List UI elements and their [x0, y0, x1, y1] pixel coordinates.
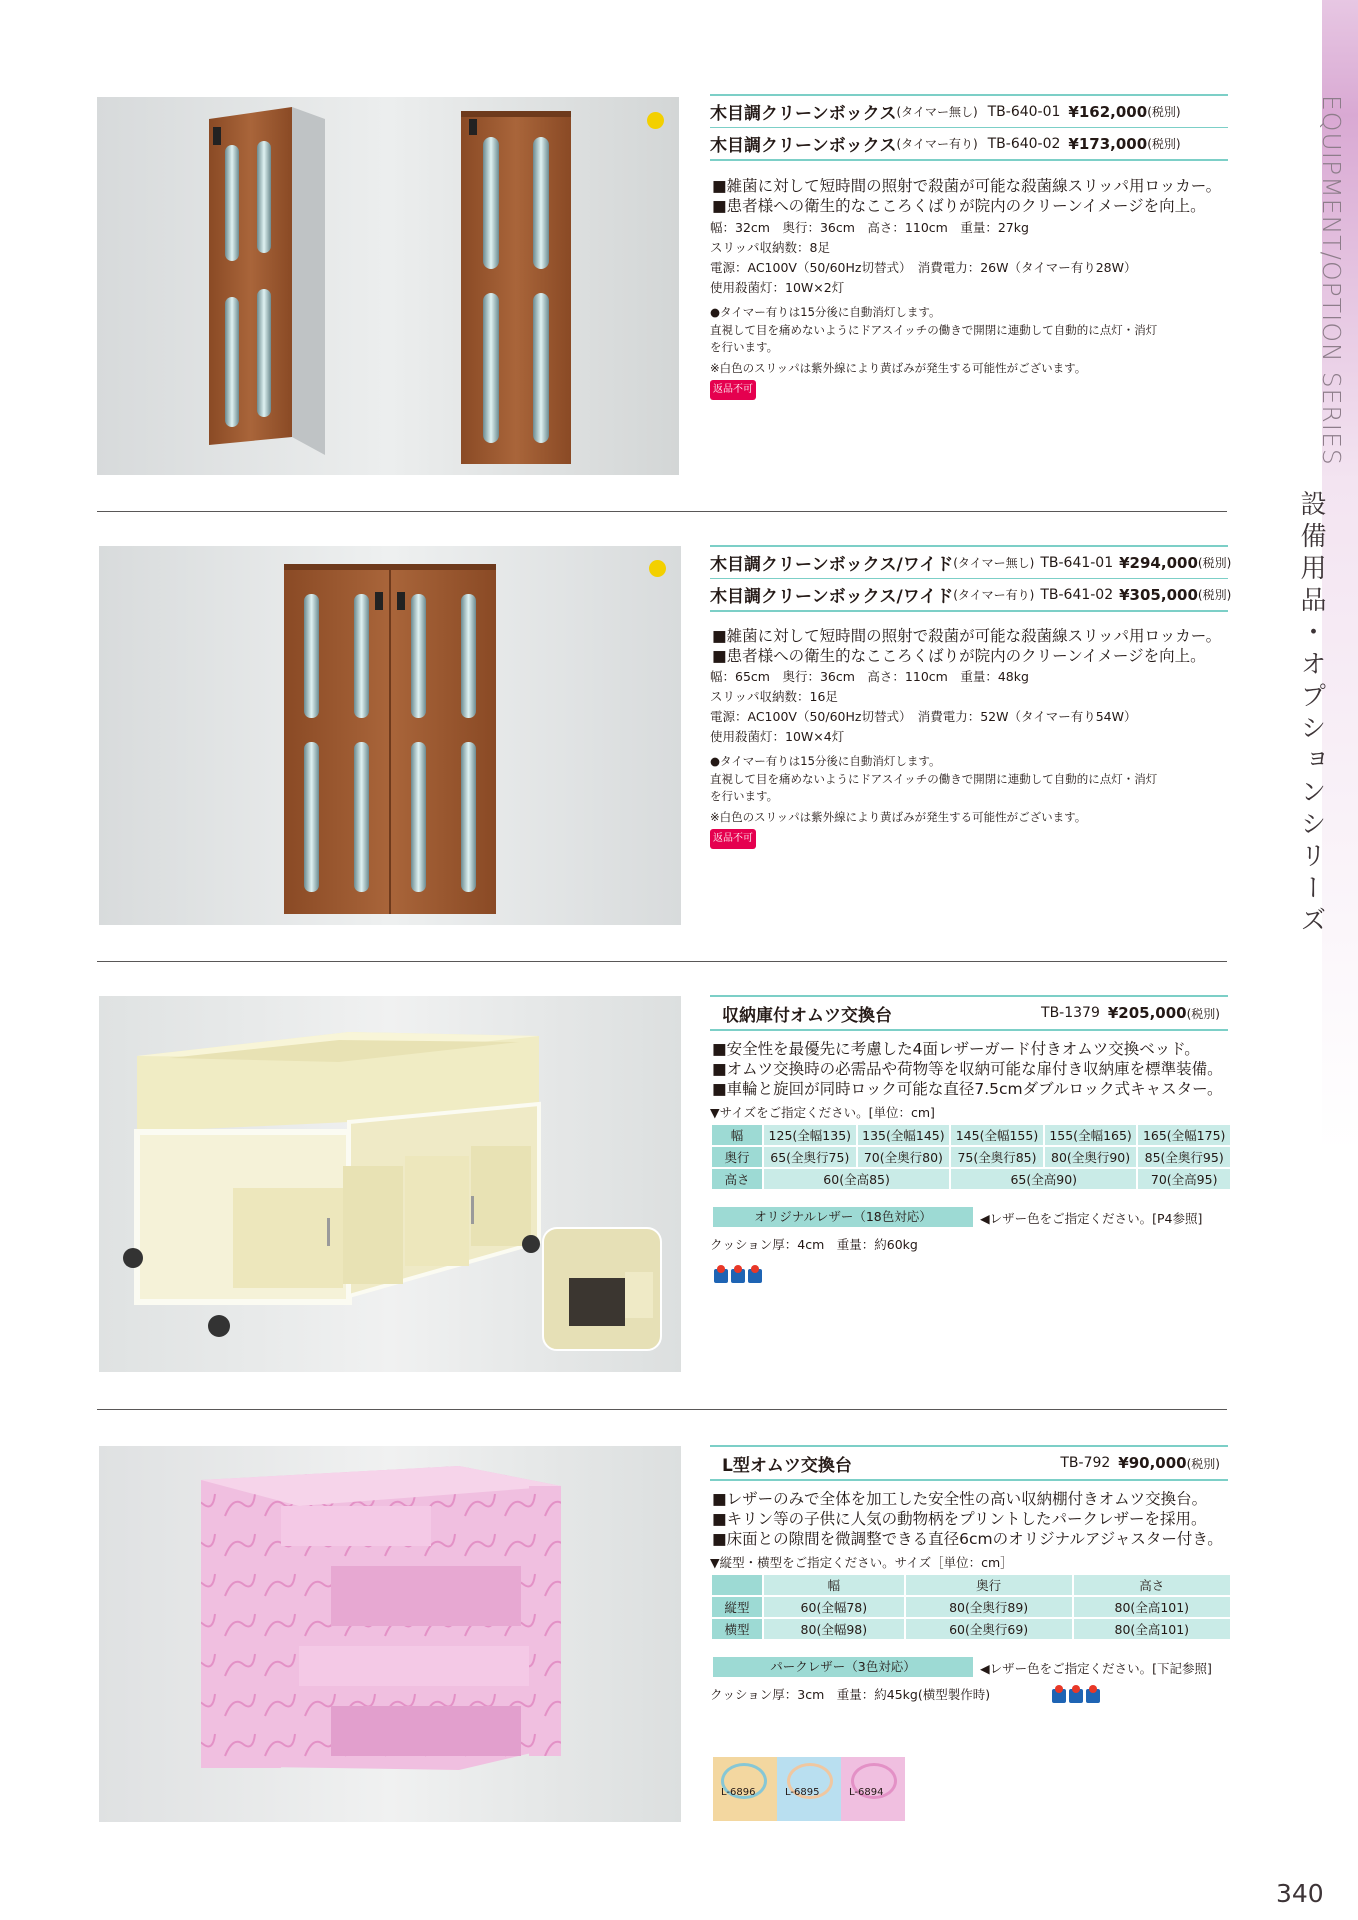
page-number: 340	[1276, 1879, 1324, 1908]
size-table	[710, 1123, 1232, 1191]
l-type-diaper-table-photo	[99, 1446, 681, 1822]
product-code: TB-641-02	[1040, 586, 1114, 603]
note-item: 直視して目を痛めないようにドアスイッチの働きで開閉に連動して自動的に点灯・消灯	[710, 322, 1158, 337]
product-variant: (タイマー無し)	[953, 556, 1035, 570]
note-item: ※白色のスリッパは紫外線により黄ばみが発生する可能性がございます。	[710, 360, 1087, 375]
table-corner	[712, 1575, 762, 1595]
row-header: 縦型	[712, 1597, 762, 1617]
table-cell: 60(全幅78)	[764, 1597, 904, 1617]
product-code: TB-641-01	[1040, 554, 1114, 571]
cushion-weight: クッション厚：4cm 重量：約60kg	[710, 1237, 918, 1252]
swatch-l-6896	[713, 1757, 777, 1821]
spec-item: 電源：AC100V（50/60Hz切替式） 消費電力：52W（タイマー有り54W）	[710, 709, 1137, 724]
table-row	[712, 1169, 1230, 1189]
spec-item: スリッパ収納数：16足	[710, 689, 838, 704]
no-return-badge: 返品不可	[710, 380, 756, 400]
product-name: 収納庫付オムツ交換台	[722, 1005, 892, 1026]
tax-label: (税別)	[1197, 556, 1232, 570]
column-header: 幅	[764, 1575, 904, 1595]
product-code: TB-640-02	[987, 135, 1061, 152]
feature-list	[712, 176, 1242, 216]
product-code: TB-792	[1060, 1455, 1111, 1471]
feature-item: ■安全性を最優先に考慮した4面レザーガード付きオムツ交換ベッド。	[712, 1040, 1200, 1058]
section-divider	[97, 1409, 1227, 1410]
column-header: 奥行	[906, 1575, 1072, 1595]
size-table	[710, 1573, 1232, 1641]
tax-label: (税別)	[1147, 137, 1181, 151]
caster-icon	[748, 1269, 762, 1283]
table-cell: 80(全高101)	[1074, 1619, 1230, 1639]
caster-icons	[714, 1268, 765, 1287]
series-title-en: EQUIPMENT/OPTION SERIES	[1317, 95, 1346, 466]
product-title-bar	[710, 995, 1228, 1031]
table-cell: 165(全幅175)	[1138, 1125, 1230, 1145]
product-title-line	[710, 1447, 1228, 1479]
row-header: 高さ	[712, 1169, 762, 1189]
section-divider	[97, 961, 1227, 962]
tax-label: (税別)	[1147, 105, 1181, 119]
spec-item: 使用殺菌灯：10W×2灯	[710, 280, 845, 295]
product-code: TB-1379	[1041, 1005, 1100, 1021]
table-cell: 60(全高85)	[764, 1169, 949, 1189]
note-list	[710, 304, 1240, 400]
feature-item: ■車輪と旋回が同時ロック可能な直径7.5cmダブルロック式キャスター。	[712, 1080, 1223, 1098]
clean-box-wide-photo	[99, 546, 681, 925]
product-title-line	[710, 127, 1228, 159]
product-variant: (タイマー有り)	[896, 137, 978, 151]
tax-label: (税別)	[1186, 1006, 1220, 1021]
leather-note: ◀レザー色をご指定ください。[P4参照]	[980, 1211, 1203, 1226]
product-name: 木目調クリーンボックス/ワイド	[710, 555, 954, 575]
product-code: TB-640-01	[987, 103, 1061, 120]
leather-label: パークレザー（3色対応）	[713, 1657, 973, 1677]
table-row	[712, 1575, 1230, 1595]
tax-label: (税別)	[1186, 1456, 1220, 1471]
product-price: ¥90,000	[1118, 1454, 1187, 1472]
leather-note: ◀レザー色をご指定ください。[下記参照]	[980, 1661, 1212, 1676]
table-row	[712, 1125, 1230, 1145]
series-title-jp: 設備用品・オプションシリーズ	[1296, 490, 1326, 938]
table-cell: 80(全高101)	[1074, 1597, 1230, 1617]
row-header: 幅	[712, 1125, 762, 1145]
spec-item: 使用殺菌灯：10W×4灯	[710, 729, 845, 744]
size-note: ▼サイズをご指定ください。[単位：cm]	[710, 1105, 935, 1120]
product-price: ¥162,000	[1068, 102, 1148, 121]
table-cell: 70(全高95)	[1138, 1169, 1230, 1189]
product-name: 木目調クリーンボックス	[710, 136, 897, 156]
table-cell: 75(全奥行85)	[951, 1147, 1043, 1167]
yellow-marker-icon	[649, 560, 666, 577]
spec-list	[710, 667, 1240, 747]
swatch-label: L-6894	[849, 1787, 884, 1798]
table-cell: 65(全高90)	[951, 1169, 1136, 1189]
swatch-label: L-6895	[785, 1787, 820, 1798]
product-title-line	[710, 997, 1228, 1029]
feature-list	[712, 626, 1242, 666]
clean-box-photo	[97, 97, 679, 475]
cushion-weight: クッション厚：3cm 重量：約45kg(横型製作時)	[710, 1687, 991, 1702]
feature-item: ■床面との隙間を微調整できる直径6cmのオリジナルアジャスター付き。	[712, 1530, 1223, 1548]
note-item: を行います。	[710, 340, 779, 354]
table-cell: 70(全奥行80)	[858, 1147, 950, 1167]
table-cell: 135(全幅145)	[858, 1125, 950, 1145]
feature-item: ■患者様への衛生的なこころくばりが院内のクリーンイメージを向上。	[712, 197, 1206, 215]
product-name: 木目調クリーンボックス/ワイド	[710, 587, 954, 607]
product-title-line	[710, 578, 1232, 610]
feature-item: ■雑菌に対して短時間の照射で殺菌が可能な殺菌線スリッパ用ロッカー。	[712, 177, 1222, 195]
note-item: ※白色のスリッパは紫外線により黄ばみが発生する可能性がございます。	[710, 809, 1087, 824]
row-header: 横型	[712, 1619, 762, 1639]
product-title-line	[710, 96, 1228, 127]
spec-item: 幅：32cm 奥行：36cm 高さ：110cm 重量：27kg	[710, 220, 1029, 235]
feature-item: ■レザーのみで全体を加工した安全性の高い収納棚付きオムツ交換台。	[712, 1490, 1208, 1508]
feature-item: ■キリン等の子供に人気の動物柄をプリントしたパークレザーを採用。	[712, 1510, 1207, 1528]
product-price: ¥173,000	[1068, 134, 1148, 153]
note-item: を行います。	[710, 789, 779, 803]
row-header: 奥行	[712, 1147, 762, 1167]
size-note: ▼縦型・横型をご指定ください。サイズ［単位：cm］	[710, 1555, 1013, 1570]
yellow-marker-icon	[647, 112, 664, 129]
caster-icon	[731, 1269, 745, 1283]
table-row	[712, 1619, 1230, 1639]
feature-list	[712, 1039, 1242, 1099]
leather-swatches	[713, 1757, 905, 1821]
note-item: 直視して目を痛めないようにドアスイッチの働きで開閉に連動して自動的に点灯・消灯	[710, 771, 1158, 786]
caster-icon	[1052, 1689, 1066, 1703]
product-price: ¥305,000	[1119, 585, 1198, 604]
table-cell: 80(全幅98)	[764, 1619, 904, 1639]
table-cell: 85(全奥行95)	[1138, 1147, 1230, 1167]
spec-item: 電源：AC100V（50/60Hz切替式） 消費電力：26W（タイマー有り28W）	[710, 260, 1137, 275]
note-item: ●タイマー有りは15分後に自動消灯します。	[710, 754, 941, 768]
product-variant: (タイマー有り)	[953, 588, 1035, 602]
spec-item: 幅：65cm 奥行：36cm 高さ：110cm 重量：48kg	[710, 669, 1029, 684]
spec-list	[710, 218, 1240, 298]
note-list	[710, 753, 1240, 849]
table-cell: 80(全奥行90)	[1045, 1147, 1137, 1167]
table-row	[712, 1147, 1230, 1167]
product-variant: (タイマー無し)	[896, 105, 978, 119]
table-cell: 65(全奥行75)	[764, 1147, 856, 1167]
table-row	[712, 1597, 1230, 1617]
product-title-bar	[710, 1445, 1228, 1481]
caster-icon	[714, 1269, 728, 1283]
feature-item: ■オムツ交換時の必需品や荷物等を収納可能な扉付き収納庫を標準装備。	[712, 1060, 1223, 1078]
feature-list	[712, 1489, 1242, 1549]
table-cell: 145(全幅155)	[951, 1125, 1043, 1145]
table-cell: 125(全幅135)	[764, 1125, 856, 1145]
product-title-bar	[710, 94, 1228, 161]
product-title-line	[710, 547, 1232, 578]
swatch-l-6894	[841, 1757, 905, 1821]
swatch-l-6895	[777, 1757, 841, 1821]
section-divider	[97, 511, 1227, 512]
caster-icon	[1086, 1689, 1100, 1703]
table-cell: 60(全奥行69)	[906, 1619, 1072, 1639]
caster-icon	[1069, 1689, 1083, 1703]
product-price: ¥294,000	[1119, 553, 1198, 572]
table-cell: 155(全幅165)	[1045, 1125, 1137, 1145]
product-price: ¥205,000	[1107, 1004, 1187, 1022]
swatch-label: L-6896	[721, 1787, 756, 1798]
table-cell: 80(全奥行89)	[906, 1597, 1072, 1617]
product-name: 木目調クリーンボックス	[710, 104, 897, 124]
no-return-badge: 返品不可	[710, 829, 756, 849]
feature-item: ■患者様への衛生的なこころくばりが院内のクリーンイメージを向上。	[712, 647, 1206, 665]
tax-label: (税別)	[1197, 588, 1232, 602]
product-name: L型オムツ交換台	[722, 1455, 852, 1476]
product-title-bar	[710, 545, 1232, 612]
leather-label: オリジナルレザー（18色対応）	[713, 1207, 973, 1227]
spec-item: スリッパ収納数：8足	[710, 240, 830, 255]
note-item: ●タイマー有りは15分後に自動消灯します。	[710, 305, 941, 319]
column-header: 高さ	[1074, 1575, 1230, 1595]
diaper-table-storage-photo	[99, 996, 681, 1372]
feature-item: ■雑菌に対して短時間の照射で殺菌が可能な殺菌線スリッパ用ロッカー。	[712, 627, 1222, 645]
caster-icons	[1052, 1688, 1103, 1707]
